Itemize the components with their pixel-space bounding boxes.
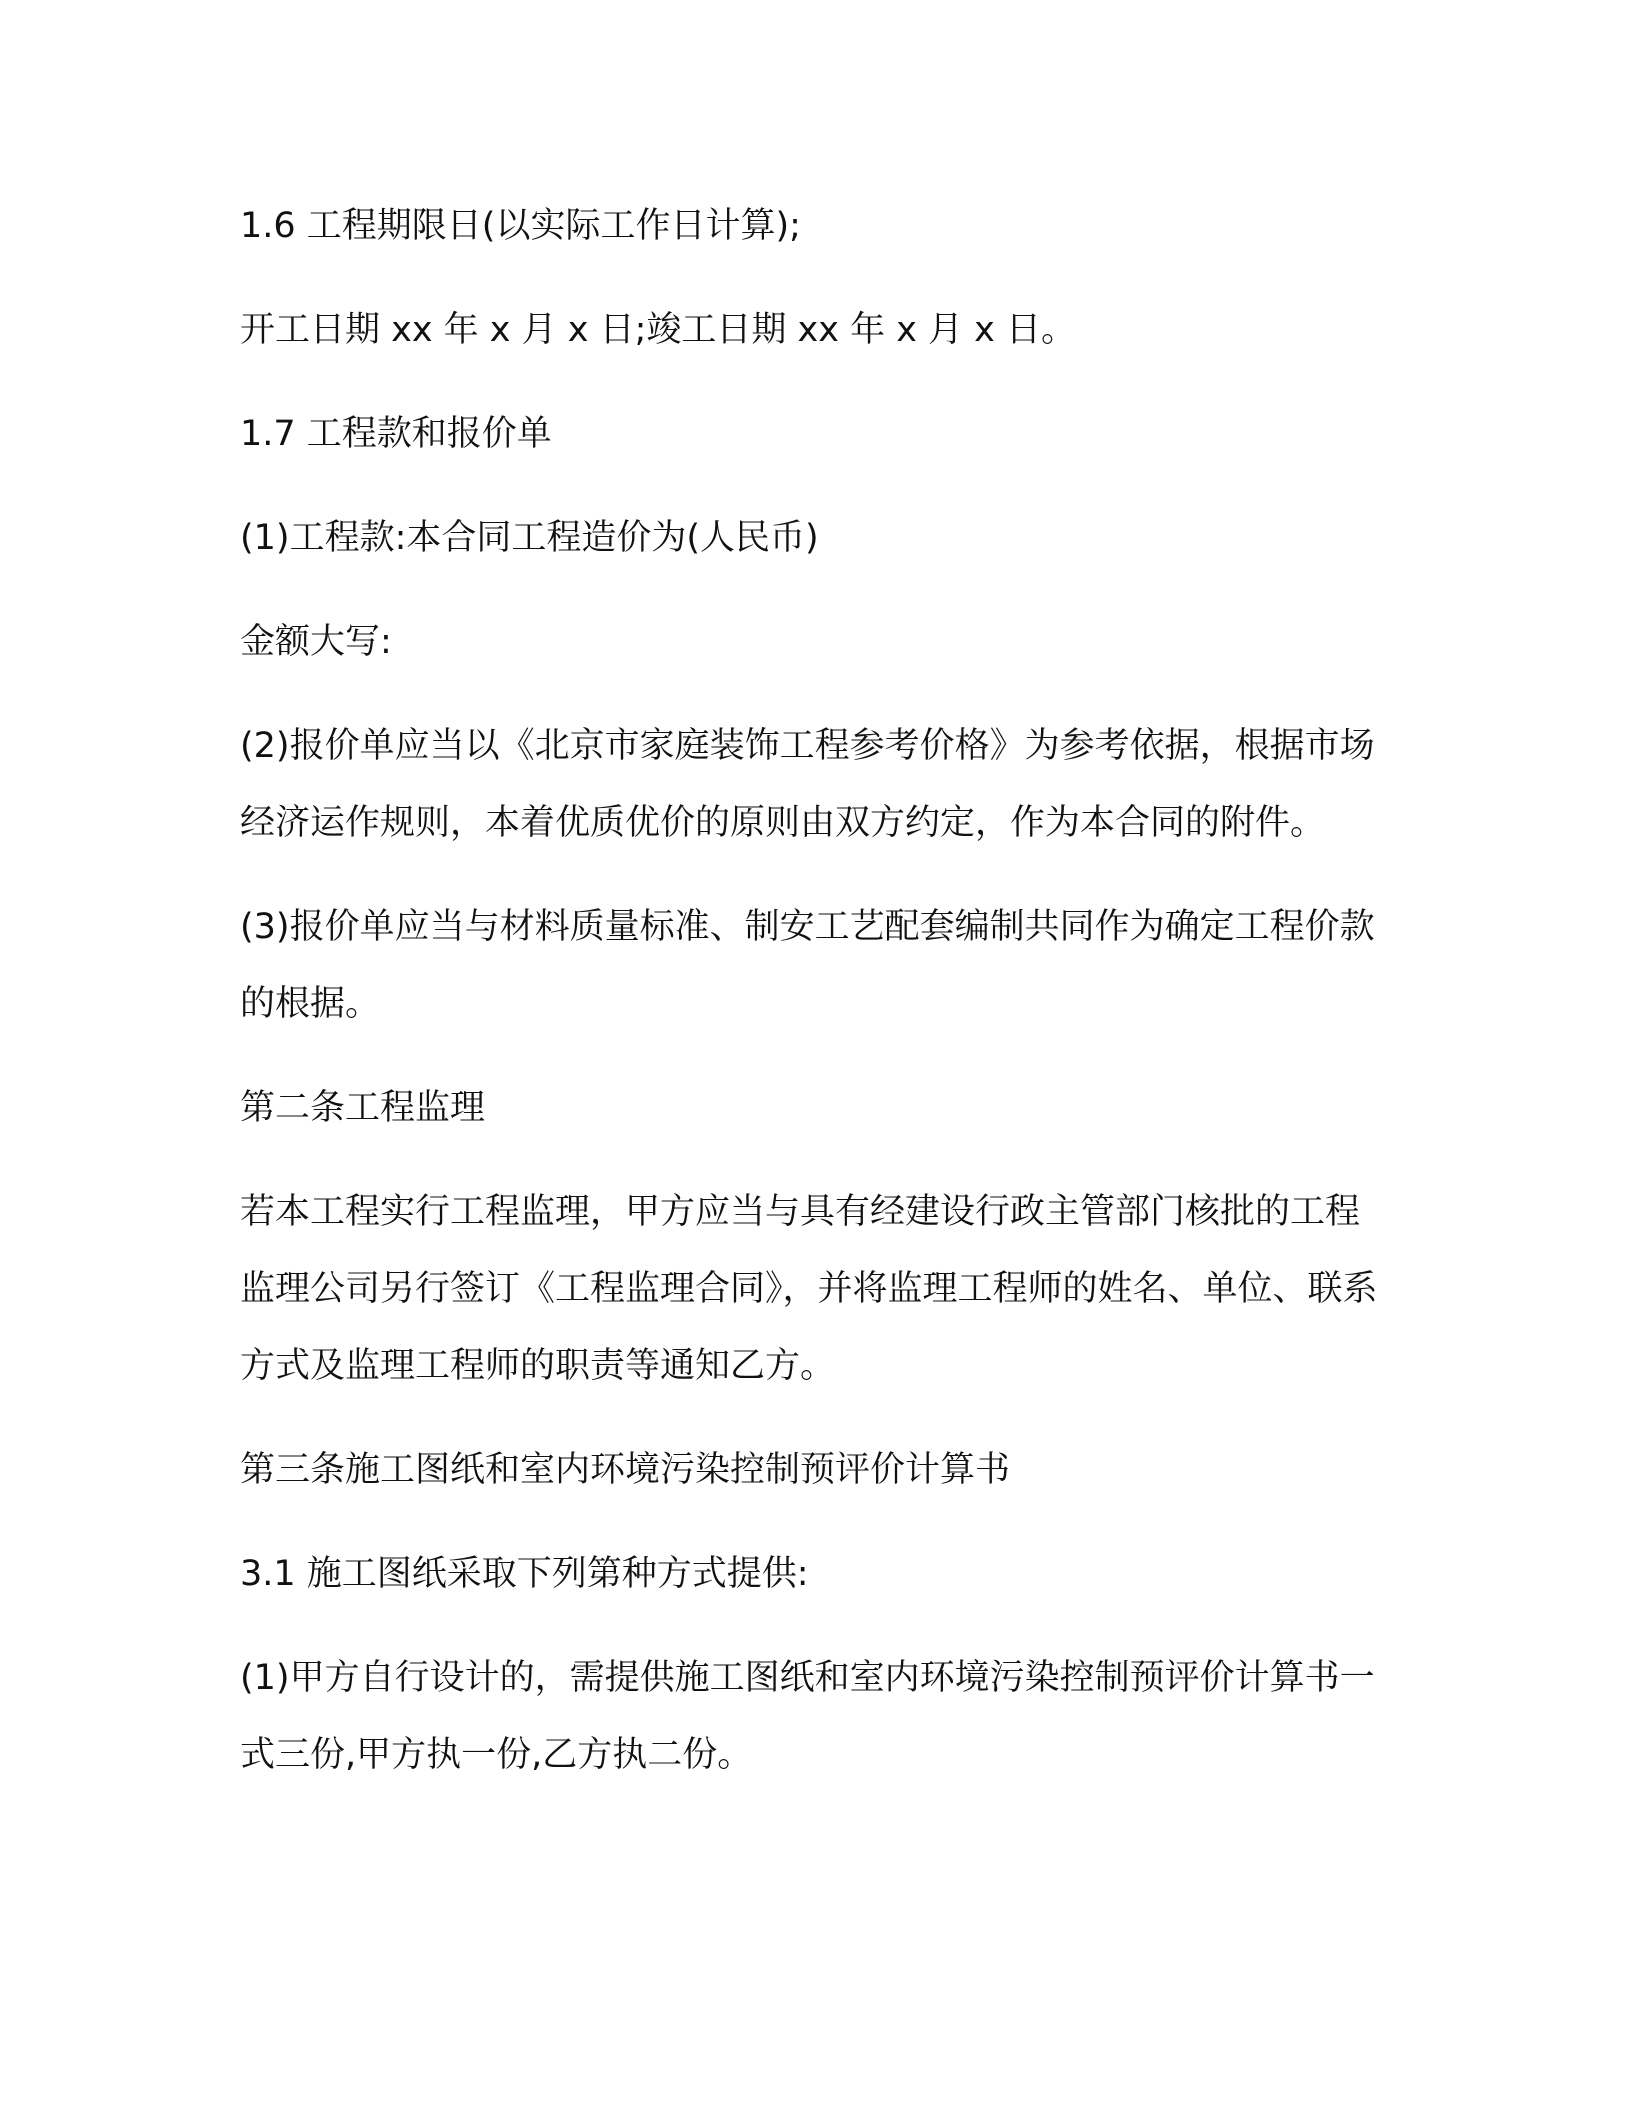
- section-3-heading: 第三条施工图纸和室内环境污染控制预评价计算书: [240, 1450, 1011, 1490]
- paragraph-self-design: (1)甲方自行设计的，需提供施工图纸和室内环境污染控制预评价计算书一式三份,甲方执一份,乙方执二份。: [240, 1658, 1375, 1775]
- paragraph-quotation-standards: (3)报价单应当与材料质量标准、制安工艺配套编制共同作为确定工程价款的根据。: [240, 907, 1375, 1024]
- paragraph-start-end-dates: 开工日期 xx 年 x 月 x 日;竣工日期 xx 年 x 月 x 日。: [240, 310, 1077, 350]
- paragraph-1-7-heading: 1.7 工程款和报价单: [240, 414, 552, 454]
- paragraph-3-1-drawings: 3.1 施工图纸采取下列第种方式提供:: [240, 1554, 809, 1594]
- paragraph-1-6-period: 1.6 工程期限日(以实际工作日计算);: [240, 206, 801, 246]
- paragraph-project-price: (1)工程款:本合同工程造价为(人民币): [240, 518, 819, 558]
- section-2-heading: 第二条工程监理: [240, 1088, 486, 1128]
- paragraph-supervision: 若本工程实行工程监理，甲方应当与具有经建设行政主管部门核批的工程监理公司另行签订《工程监理合同》，并将监理工程师的姓名、单位、联系方式及监理工程师的职责等通知乙方。: [240, 1192, 1378, 1386]
- paragraph-quotation-basis: (2)报价单应当以《北京市家庭装饰工程参考价格》为参考依据，根据市场经济运作规则，本着优质优价的原则由双方约定，作为本合同的附件。: [240, 726, 1375, 843]
- document-page: [240, 188, 1380, 1821]
- paragraph-amount-in-words: 金额大写:: [240, 622, 392, 662]
